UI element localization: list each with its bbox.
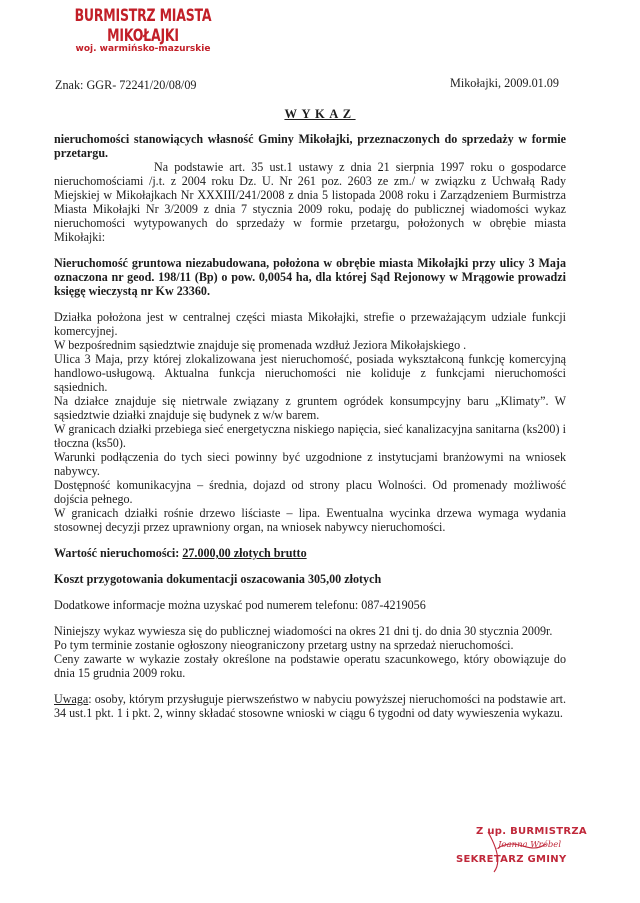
desc-paragraph: W bezpośrednim sąsiedztwie znajduje się promenada wzdłuż Jeziora Mikołajskiego .: [54, 338, 467, 352]
closing-paragraph: Ceny zawarte w wykazie zostały określone na podstawie operatu szacunkowego, który obowiązuje do dnia 15 grudnia 2009 roku.: [54, 652, 566, 680]
intro-paragraph: Na podstawie art. 35 ust.1 ustawy z dnia 21 sierpnia 1997 roku o gospodarce nieruchomościami /j.t. z 2004 roku Dz. U. Nr 261 poz. 2603 ze zm./ w związku z Uchwałą Rady Miejskiej w Mikołajkach Nr XXXIII/241/2008 z dnia 5 listopada 2008 roku i Zarządzeniem Burmistrza Miasta Mikołajki Nr 3/2009 z dnia 7 stycznia 2009 roku, podaję do publicznej wiadomości wykaz nieruchomości wytypowanych do sprzedaży w formie przetargu, położonych w obrębie miasta Mikołajki:: [54, 160, 566, 244]
value-label: Wartość nieruchomości:: [54, 546, 180, 560]
contact-info: Dodatkowe informacje można uzyskać pod numerem telefonu: 087-4219056: [54, 598, 426, 612]
note-text: : osoby, którym przysługuje pierwszeństwo w nabyciu powyższej nieruchomości na podstawie art. 34 ust.1 pkt. 1 i pkt. 2, winny składać stosowne wnioski w ciągu 6 tygodni od daty wywieszenia wykazu.: [54, 692, 566, 720]
desc-paragraph: W granicach działki rośnie drzewo liściaste – lipa. Ewentualna wycinka drzewa wymaga wydania stosownej decyzji przez uprawniony organ, na wniosek nabywcy nieruchomości.: [54, 506, 566, 534]
document-body: [54, 132, 566, 720]
stamp-title: BURMISTRZ MIASTA MIKOŁAJKI: [74, 4, 212, 46]
desc-paragraph: Warunki podłączenia do tych sieci powinny być uzgodnione z instytucjami branżowymi na wniosek nabywcy.: [54, 450, 566, 478]
valuation-cost: Koszt przygotowania dokumentacji oszacowania 305,00 złotych: [54, 572, 382, 586]
closing-paragraph: Po tym terminie zostanie ogłoszony nieograniczony przetarg ustny na sprzedaż nieruchomości.: [54, 638, 514, 652]
desc-paragraph: Działka położona jest w centralnej części miasta Mikołajki, strefie o przeważającym udziale funkcji komercyjnej.: [54, 310, 566, 338]
handwritten-signature: [468, 826, 598, 876]
note-label: Uwaga: [54, 692, 89, 706]
property-value: [54, 546, 566, 560]
issuer-stamp: [48, 4, 238, 54]
place-date: Mikołajki, 2009.01.09: [449, 76, 559, 90]
document-reference: Znak: GGR- 72241/20/08/09: [55, 78, 197, 92]
closing-paragraph: Niniejszy wykaz wywiesza się do publicznej wiadomości na okres 21 dni tj. do dnia 30 stycznia 2009r.: [54, 624, 553, 638]
stamp-subtitle: woj. warmińsko-mazurskie: [75, 44, 211, 54]
desc-paragraph: W granicach działki przebiega sieć energetyczna niskiego napięcia, sieć kanalizacyjna sanitarna (ks200) i tłoczna (ks50).: [54, 422, 566, 450]
note-paragraph: [54, 692, 566, 720]
value-amount: 27.000,00 złotych brutto: [182, 546, 307, 560]
desc-paragraph: Ulica 3 Maja, przy której zlokalizowana jest nieruchomość, posiada wykształconą funkcję komercyjną handlowo-usługową. Aktualna funkcja nieruchomości nie koliduje z funkcjami nieruchomości sąsiednich.: [54, 352, 566, 394]
intro-heading: nieruchomości stanowiących własność Gminy Mikołajki, przeznaczonych do sprzedaży w formie przetargu.: [54, 132, 566, 160]
document-title: WYKAZ: [284, 107, 356, 121]
signatory-title: SEKRETARZ GMINY: [456, 854, 567, 865]
signatory-name: Joanna Wróbel: [498, 840, 562, 850]
property-description: Nieruchomość gruntowa niezabudowana, położona w obrębie miasta Mikołajki przy ulicy 3 Maja oznaczona nr geod. 198/11 (Bp) o pow. 0,0054 ha, dla której Sąd Rejonowy w Mrągowie prowadzi księgę wieczystą nr Kw 23360.: [54, 256, 566, 298]
signature-stamp: [456, 826, 598, 876]
desc-paragraph: Dostępność komunikacyjna – średnia, dojazd od strony placu Wolności. Od promenady możliwość dojścia pełnego.: [54, 478, 566, 506]
desc-paragraph: Na działce znajduje się nietrwale związany z gruntem ogródek konsumpcyjny baru „Klimaty”. W sąsiedztwie działki znajduje się budynek z w/w barem.: [54, 394, 566, 422]
signature-authority: Z up. BURMISTRZA: [476, 826, 587, 837]
